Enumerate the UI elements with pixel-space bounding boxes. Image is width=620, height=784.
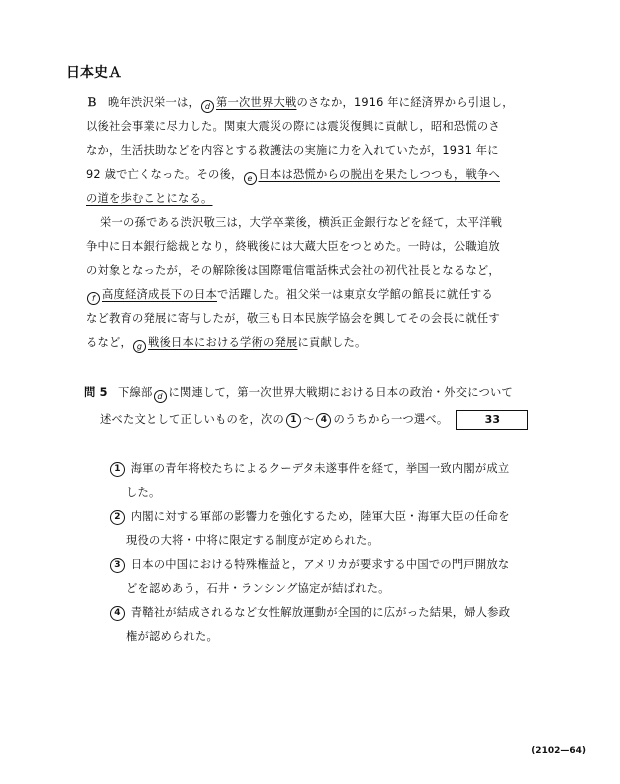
underline-marker-f: f	[87, 292, 100, 305]
option-text: 日本の中国における特殊権益と，アメリカが要求する中国での門戸開放な	[130, 558, 510, 571]
question-line	[100, 410, 528, 430]
underlined-phrase-e-cont: の道を歩むことになる。	[86, 192, 213, 205]
passage-text: で活躍した。祖父栄一は東京女学館の館長に就任する	[216, 288, 493, 301]
option-2[interactable]	[108, 508, 510, 525]
choice-number-1: 1	[286, 413, 301, 428]
section-title: 日本史Ａ	[66, 65, 122, 81]
underline-marker-d: d	[201, 100, 214, 113]
underline-marker-e: e	[244, 172, 257, 185]
answer-box[interactable]: 33	[456, 410, 528, 430]
option-text-cont: 権が認められた。	[126, 630, 218, 643]
choice-number-4: 4	[316, 413, 331, 428]
option-text-cont: 現役の大将・中将に限定する制度が定められた。	[126, 534, 379, 547]
passage-line: なか，生活扶助などを内容とする救護法の実施に力を入れていたが，1931 年に	[86, 144, 499, 157]
passage-line: 栄一の孫である渋沢敬三は，大学卒業後，横浜正金銀行などを経て，太平洋戦	[100, 216, 503, 229]
underlined-phrase-d: 第一次世界大戦	[215, 96, 297, 109]
passage-text: に貢献した。	[297, 336, 367, 349]
passage-text: 92 歳で亡くなった。その後，	[86, 168, 243, 181]
passage-line: の対象となったが，その解除後は国際電信電話株式会社の初代社長となるなど，	[86, 264, 500, 277]
option-text: 青鞜社が結成されるなど女性解放運動が全国的に広がった結果，婦人参政	[130, 606, 511, 619]
question-text: に関連して，第一次世界大戦期における日本の政治・外交について	[168, 386, 513, 399]
underlined-phrase-g: 戦後日本における学術の発展	[148, 336, 298, 349]
passage-line	[86, 166, 500, 182]
question-text: ～	[302, 413, 315, 426]
option-1[interactable]	[108, 460, 509, 477]
option-text-cont: どを認めあう，石井・ランシング協定が結ばれた。	[126, 582, 390, 595]
underlined-phrase-f: 高度経済成長下の日本	[102, 288, 217, 301]
passage-line: 以後社会事業に尽力した。関東大震災の際には震災復興に貢献し，昭和恐慌のさ	[86, 120, 500, 133]
passage-line	[108, 94, 514, 110]
option-number: 3	[110, 558, 125, 573]
passage-text: のさなか，1916 年に経済界から引退し，	[296, 96, 514, 109]
passage-line: など教育の発展に寄与したが，敬三も日本民族学協会を興してその会長に就任す	[86, 312, 500, 325]
option-number: 4	[110, 606, 125, 621]
question-line	[118, 384, 513, 400]
option-text: 内閣に対する軍部の影響力を強化するため，陸軍大臣・海軍大臣の任命を	[130, 510, 510, 523]
question-text: 下線部	[118, 386, 153, 399]
question-text: のうちから一つ選べ。	[333, 413, 449, 426]
passage-text: 晩年渋沢栄一は，	[108, 96, 200, 109]
question-text: 述べた文として正しいものを，次の	[100, 413, 284, 426]
option-number: 2	[110, 510, 125, 525]
passage-text: るなど，	[86, 336, 132, 349]
underline-marker-d-ref: d	[154, 390, 167, 403]
passage-line	[86, 286, 493, 302]
option-3[interactable]	[108, 556, 509, 573]
option-number: 1	[110, 462, 125, 477]
page-footer: (2102—64)	[531, 746, 586, 756]
passage-line	[86, 334, 366, 350]
underline-marker-g: g	[133, 340, 146, 353]
passage-label: Ｂ	[86, 96, 98, 109]
question-label: 問 5	[84, 386, 108, 399]
underlined-phrase-e: 日本は恐慌からの脱出を果たしつつも，戦争へ	[258, 168, 500, 181]
option-text-cont: した。	[126, 486, 161, 499]
option-4[interactable]	[108, 604, 510, 621]
option-text: 海軍の青年将校たちによるクーデタ未遂事件を経て，挙国一致内閣が成立	[130, 462, 510, 475]
passage-line: 争中に日本銀行総裁となり，終戦後には大蔵大臣をつとめた。一時は，公職追放	[86, 240, 500, 253]
